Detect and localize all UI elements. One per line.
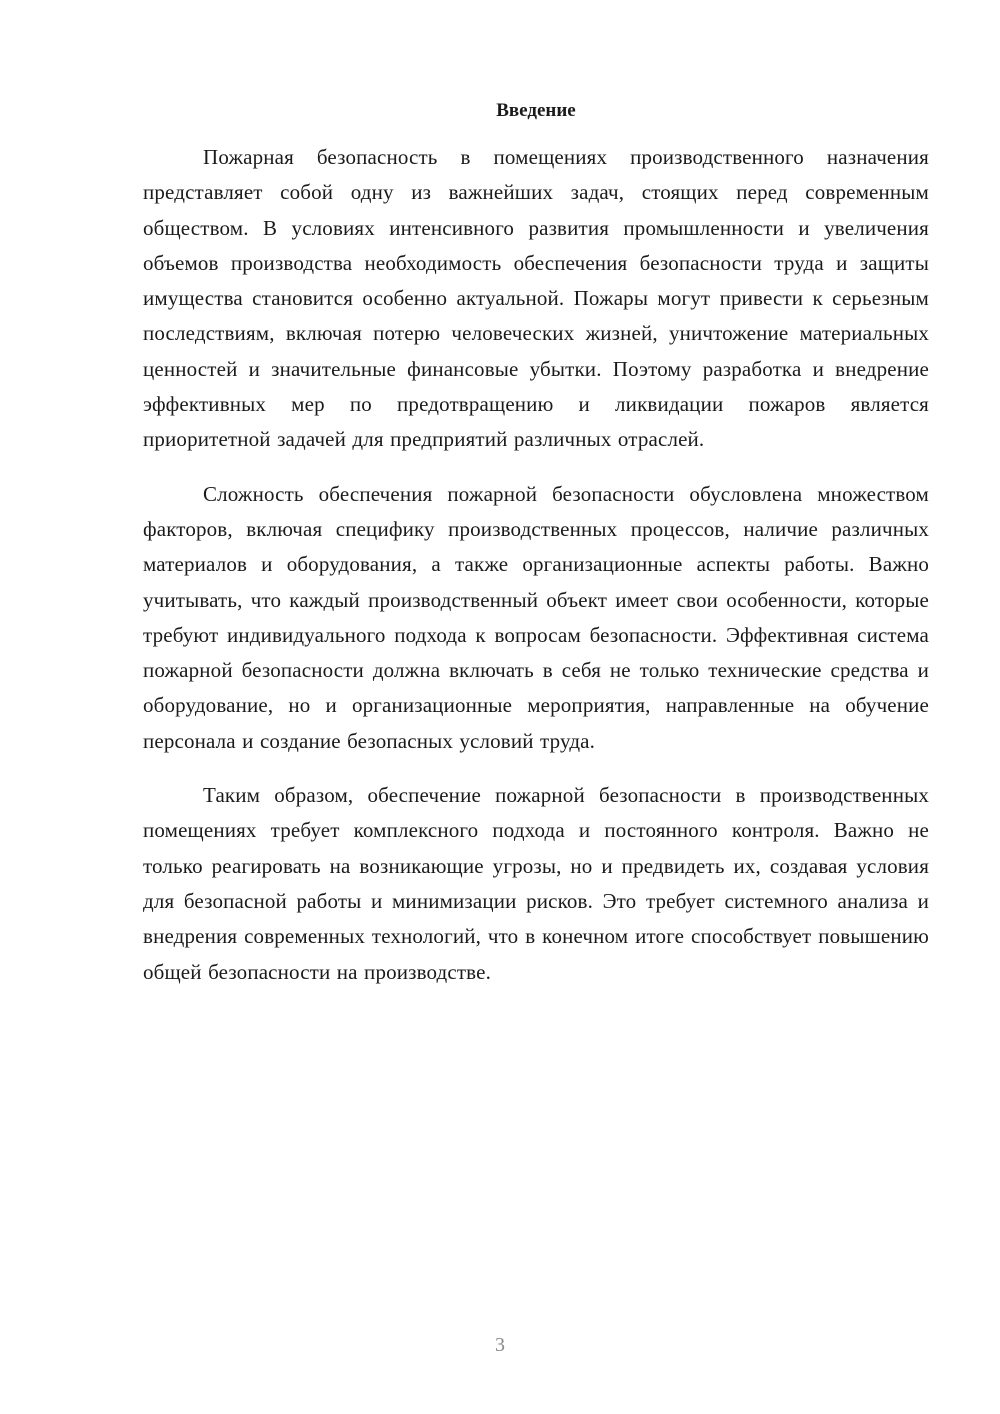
- page-number: 3: [495, 1334, 505, 1356]
- page-content: [143, 96, 929, 1009]
- paragraph-2: Сложность обеспечения пожарной безопасности обусловлена множеством факторов, включая специфику производственных процессов, наличие различных материалов и оборудования, а также организационные аспекты работы. Важно учитывать, что каждый производственный объект имеет свои особенности, которые требуют индивидуального подхода к вопросам безопасности. Эффективная система пожарной безопасности должна включать в себя не только технические средства и оборудование, но и организационные мероприятия, направленные на обучение персонала и создание безопасных условий труда.: [143, 481, 929, 753]
- paragraph-1: Пожарная безопасность в помещениях производственного назначения представляет собой одну из важнейших задач, стоящих перед современным обществом. В условиях интенсивного развития промышленности и увеличения объемов производства необходимость обеспечения безопасности труда и защиты имущества становится особенно актуальной. Пожары могут привести к серьезным последствиям, включая потерю человеческих жизней, уничтожение материальных ценностей и значительные финансовые убытки. Поэтому разработка и внедрение эффективных мер по предотвращению и ликвидации пожаров является приоритетной задачей для предприятий различных отраслей.: [143, 145, 929, 452]
- section-title: Введение: [496, 100, 576, 121]
- paragraph-3: Таким образом, обеспечение пожарной безопасности в производственных помещениях требует комплексного подхода и постоянного контроля. Важно не только реагировать на возникающие угрозы, но и предвидеть их, создавая условия для безопасной работы и минимизации рисков. Это требует системного анализа и внедрения современных технологий, что в конечном итоге способствует повышению общей безопасности на производстве.: [143, 783, 929, 984]
